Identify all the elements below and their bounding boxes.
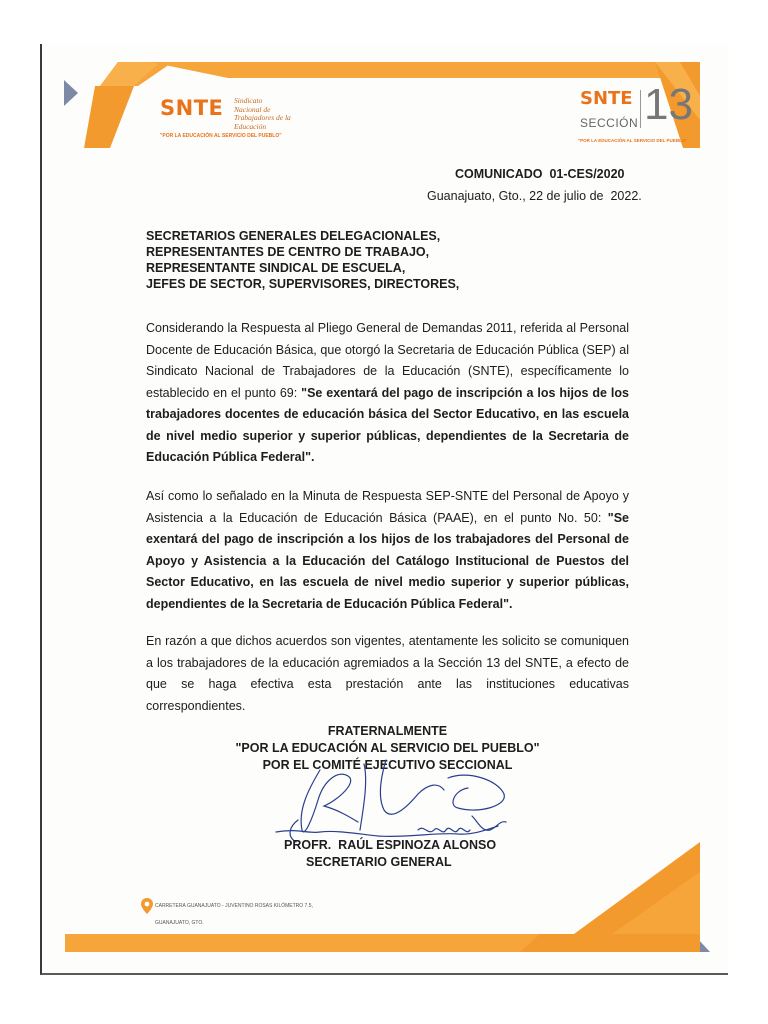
closing-line: POR EL COMITÉ EJECUTIVO SECCIONAL [262, 758, 513, 772]
logo-left-motto: "POR LA EDUCACIÓN AL SERVICIO DEL PUEBLO" [160, 133, 282, 139]
logo-divider [640, 90, 641, 128]
recipient-line: REPRESENTANTES DE CENTRO DE TRABAJO, [146, 245, 430, 259]
closing-line: "POR LA EDUCACIÓN AL SERVICIO DEL PUEBLO" [235, 741, 540, 755]
communique-reference: COMUNICADO 01-CES/2020 [455, 167, 625, 181]
top-left-chevron [84, 86, 134, 148]
location-pin-icon [141, 898, 153, 914]
recipient-line: REPRESENTANTE SINDICAL DE ESCUELA, [146, 261, 406, 275]
syndicate-name [234, 97, 291, 131]
top-band [150, 62, 700, 78]
snte-wordmark: SNTE [160, 96, 224, 120]
paragraph-2 [146, 486, 629, 615]
syndicate-name-line: Nacional de [234, 104, 271, 114]
signer-name: PROFR. RAÚL ESPINOZA ALONSO [284, 838, 497, 852]
snte-logo-left [160, 96, 320, 146]
paragraph-1-quote: "Se exentará del pago de inscripción a los hijos de los trabajadores docentes de educación básica del Sector Educativo, en las escuela de nivel medio superior y superior públicas, dependientes de la Secretaria de Educación Pública Federal". [146, 385, 629, 464]
snte-seccion-13-logo [578, 80, 708, 148]
syndicate-name-line: Sindicato [234, 96, 263, 105]
place-date: Guanajuato, Gto., 22 de julio de 2022. [427, 189, 642, 203]
closing-line: FRATERNALMENTE [327, 724, 448, 738]
paragraph-3: En razón a que dichos acuerdos son vigentes, atentamente les solicito se comuniquen a los trabajadores de la educación agremiados a la Sección 13 del SNTE, a efecto de que se haga efectiva esta prestación ante las instituciones educativas correspondientes. [146, 634, 629, 713]
section-number: 13 [644, 80, 693, 129]
signer-block [284, 837, 496, 871]
address-line: GUANAJUATO, GTO. [155, 920, 204, 926]
snte-brand [160, 96, 223, 120]
recipient-line: SECRETARIOS GENERALES DELEGACIONALES, [146, 229, 441, 243]
signer-title: SECRETARIO GENERAL [306, 855, 452, 869]
footer-address [155, 898, 313, 932]
snte-brand-right: SNTE [580, 88, 633, 109]
paragraph-1 [146, 318, 629, 469]
address-line: CARRETERA GUANAJUATO - JUVENTINO ROSAS KILÓMETRO 7.5, [155, 903, 313, 909]
handwritten-signature [268, 750, 528, 850]
paragraph-1-text: Considerando la Respuesta al Pliego General de Demandas 2011, referida al Personal Docente de Educación Básica, que otorgó la Secretaria de Educación Pública (SEP) al Sindicato Nacional de Trabajadores de la Educación (SNTE), específicamente lo establecido en el punto 69: [146, 321, 629, 400]
recipient-line: JEFES DE SECTOR, SUPERVISORES, DIRECTORES, [146, 277, 460, 291]
paragraph-2-text: Así como lo señalado en la Minuta de Respuesta SEP-SNTE del Personal de Apoyo y Asistencia a la Educación de Educación Básica (PAAE), en el punto No. 50: [146, 489, 629, 525]
recipients-block [146, 228, 459, 292]
logo-right-motto: "POR LA EDUCACIÓN AL SERVICIO DEL PUEBLO" [578, 138, 688, 143]
syndicate-name-line: Trabajadores de la [234, 113, 291, 122]
arrow-right-icon [64, 80, 78, 106]
syndicate-name-line: Educación [234, 121, 267, 131]
paragraph-2-quote: "Se exentará del pago de inscripción a los hijos de los trabajadores del Personal de Apoyo y Asistencia a la Educación del Catálogo Institucional de Puestos del Sector Educativo, en las escuela de nivel medio superior y superior públicas, dependientes de la Secretaria de Educación Pública Federal". [146, 510, 629, 611]
section-label: SECCIÓN [580, 116, 639, 130]
